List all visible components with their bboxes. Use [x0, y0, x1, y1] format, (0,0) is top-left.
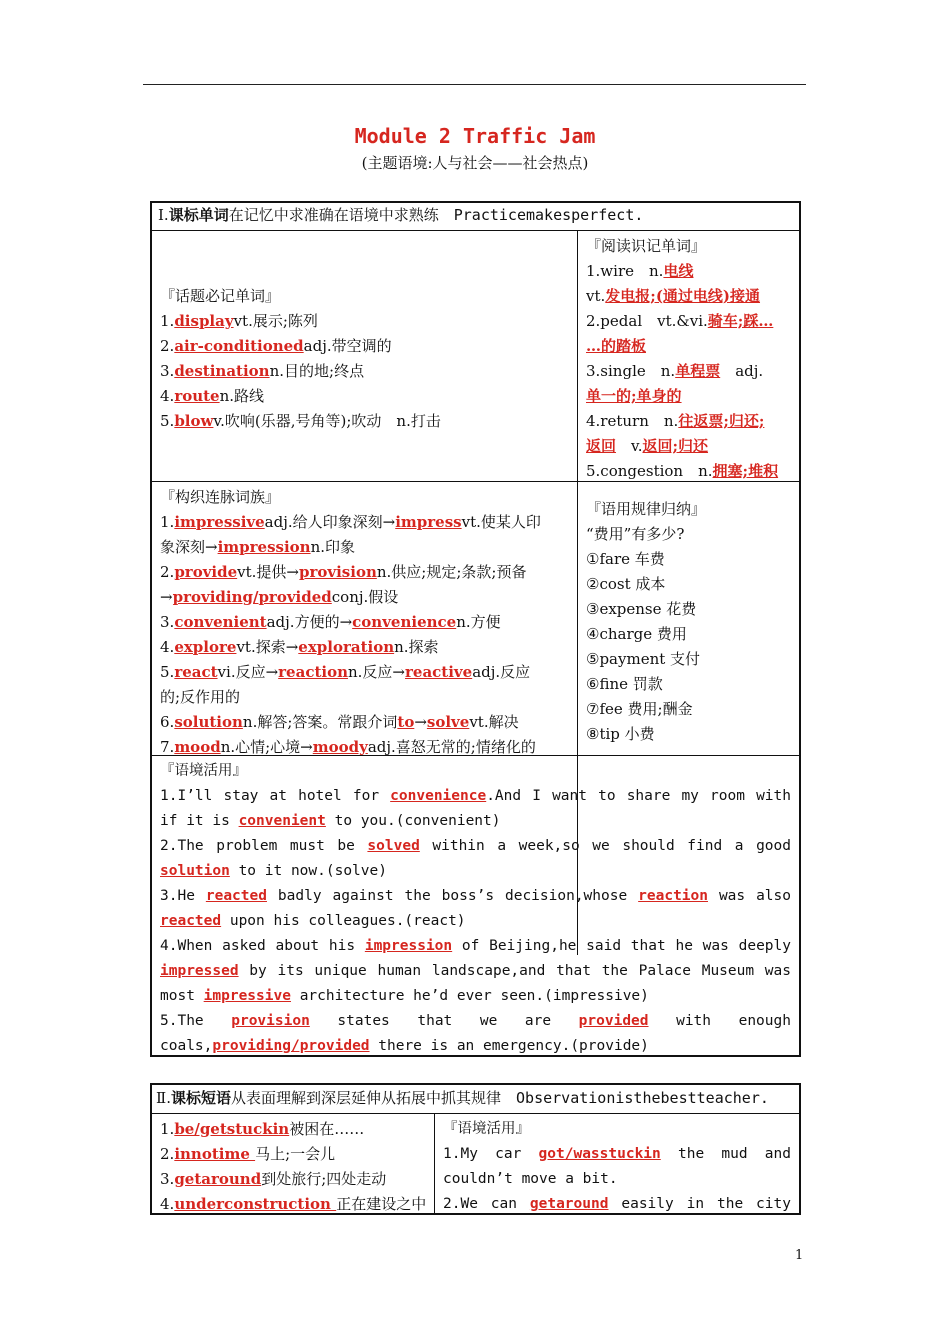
word-family-cell — [152, 481, 577, 755]
must-words-cell — [152, 280, 577, 480]
answer-text: convenience — [352, 613, 457, 631]
text-span: vt.提供→ — [237, 563, 299, 581]
text-span: upon his colleagues.(react) — [221, 913, 466, 929]
text-span: to you.(convenient) — [325, 813, 501, 829]
text-span: n.解答;答案。常跟介词 — [242, 713, 398, 731]
text-span: adj.反应 — [472, 663, 531, 681]
item-number: 5. — [160, 412, 175, 430]
answer-text: 发电报;(通过电线)接通 — [605, 287, 761, 305]
header-rule — [143, 84, 806, 85]
text-span: with enough — [648, 1013, 791, 1029]
answer-text: impressed — [160, 963, 239, 979]
answer-text: reacted — [205, 888, 267, 904]
context-line — [160, 959, 791, 984]
word-family-line — [160, 535, 569, 560]
answer-text: provision — [231, 1013, 310, 1029]
text-span: → — [160, 588, 173, 606]
part-of-speech: n. — [269, 362, 285, 380]
answer-phrase: innotime — [174, 1145, 256, 1163]
text-span: vt.使某人印 — [461, 513, 541, 531]
phrase-meaning: 正在建设之中 — [336, 1195, 426, 1213]
text-span: n.供应;规定;条款;预备 — [376, 563, 527, 581]
item-number: 2. — [160, 1145, 175, 1163]
answer-word: display — [174, 312, 234, 330]
text-span: 1.I’ll stay at hotel for — [160, 788, 391, 804]
text-span: 5. — [160, 663, 175, 681]
answer-text: got/wasstuckin — [538, 1146, 661, 1162]
read-word-line — [586, 259, 791, 284]
context-line — [160, 934, 791, 959]
word-meaning: 带空调的 — [331, 337, 392, 355]
text-span: vt.解决 — [469, 713, 519, 731]
answer-text: provision — [299, 563, 377, 581]
text-span: vt. — [586, 287, 606, 305]
answer-text: impression — [217, 538, 311, 556]
text-span: 2.We can — [443, 1196, 530, 1212]
answer-text: to — [397, 713, 415, 731]
read-word-line — [586, 384, 791, 409]
item-number: 1. — [160, 1120, 175, 1138]
part-of-speech: adj. — [303, 337, 332, 355]
read-word-line — [586, 359, 791, 384]
answer-text: provided — [578, 1013, 649, 1029]
answer-text: reaction — [638, 888, 708, 904]
fee-item: ②cost 成本 — [586, 575, 666, 593]
word-item — [160, 409, 569, 434]
answer-text: 单程票 — [675, 362, 721, 380]
fee-item: ⑧tip 小费 — [586, 725, 655, 743]
text-span: if it is — [160, 813, 239, 829]
text-span: 5.congestion n. — [586, 462, 713, 480]
context-line — [160, 984, 791, 1009]
phrase-item — [160, 1142, 426, 1167]
text-span: 3. — [160, 613, 175, 631]
section1-table — [150, 201, 801, 1057]
word-family-line — [160, 585, 569, 610]
text-span: coals, — [160, 1038, 213, 1054]
text-span: 6. — [160, 713, 175, 731]
answer-text: mood — [174, 738, 221, 756]
text-span: conj.假设 — [331, 588, 399, 606]
answer-text: impressive — [203, 988, 291, 1004]
answer-text: impressive — [174, 513, 265, 531]
usage-rules-question: “费用”有多少? — [586, 525, 685, 543]
answer-text: providing/provided — [212, 1038, 370, 1054]
read-word-line — [586, 309, 791, 334]
text-span: was also — [708, 888, 791, 904]
context-line — [160, 909, 791, 934]
phrase-item — [160, 1192, 426, 1217]
text-span: 的;反作用的 — [160, 688, 241, 706]
text-span: by its unique human landscape,and that the Palace Museum was — [249, 963, 791, 979]
context-line — [160, 1034, 791, 1059]
answer-word: air-conditioned — [174, 337, 304, 355]
text-span: 1.wire n. — [586, 262, 664, 280]
context-title: 『语境活用』 — [443, 1121, 530, 1137]
text-span: 3.single n. — [586, 362, 676, 380]
answer-text: convenient — [238, 813, 326, 829]
word-item — [160, 309, 569, 334]
answer-text: solve — [426, 713, 470, 731]
answer-text: 电线 — [663, 262, 694, 280]
item-number: 3. — [160, 362, 175, 380]
text-span: 2. — [160, 563, 175, 581]
page-title: Module 2 Traffic Jam — [354, 124, 596, 148]
text-span: architecture he’d ever seen.(impressive) — [290, 988, 649, 1004]
text-span: → — [414, 713, 427, 731]
context-line — [160, 859, 791, 884]
text-span: 7. — [160, 738, 175, 756]
text-span: .And I want to share my room with — [486, 788, 791, 804]
phrase-meaning: 马上;一会儿 — [255, 1145, 336, 1163]
section2-table — [150, 1083, 801, 1215]
answer-phrase: getaround — [174, 1170, 262, 1188]
usage-rules-title: 『语用规律归纳』 — [586, 500, 707, 518]
word-family-line — [160, 710, 569, 735]
section1-heading: Ⅰ.课标单词在记忆中求准确在语境中求熟练 Practicemakesperfect. — [158, 206, 644, 224]
word-family-line — [160, 560, 569, 585]
read-word-line — [586, 334, 791, 359]
fee-item: ⑦fee 费用;酬金 — [586, 700, 693, 718]
answer-text: convenient — [174, 613, 267, 631]
word-meaning: 路线 — [234, 387, 265, 405]
word-family-line — [160, 610, 569, 635]
text-span: 4.return n. — [586, 412, 679, 430]
text-span: most — [160, 988, 204, 1004]
answer-word: blow — [174, 412, 214, 430]
section2-heading: Ⅱ.课标短语从表面理解到深层延伸从拓展中抓其规律 Observationisthebestteacher. — [156, 1089, 769, 1107]
read-words-cell — [578, 230, 799, 481]
answer-text: 骑车;踩… — [707, 312, 774, 330]
answer-text: exploration — [298, 638, 395, 656]
text-span: 4. — [160, 638, 175, 656]
item-number: 1. — [160, 312, 175, 330]
page-subtitle: (主题语境:人与社会——社会热点) — [361, 154, 589, 172]
item-number: 2. — [160, 337, 175, 355]
answer-text: solution — [174, 713, 243, 731]
text-span: 象深刻→ — [160, 538, 218, 556]
text-span: v. — [616, 437, 643, 455]
context-line — [443, 1192, 791, 1217]
answer-text: solution — [160, 863, 230, 879]
answer-text: reacted — [160, 913, 222, 929]
context-line — [443, 1142, 791, 1167]
text-span: 4.When asked about his — [160, 938, 365, 954]
text-span: adj. — [720, 362, 764, 380]
text-span: 2.The problem must be — [160, 838, 368, 854]
context-usage-cell — [152, 755, 799, 1055]
context-line — [160, 1009, 791, 1034]
text-span: vi.反应→ — [217, 663, 279, 681]
answer-text: 拥塞;堆积 — [712, 462, 779, 480]
text-span: vt.探索→ — [236, 638, 299, 656]
text-span: 5.The — [160, 1013, 232, 1029]
phrase-item — [160, 1167, 426, 1192]
text-span: n.印象 — [310, 538, 356, 556]
part-of-speech: vt. — [233, 312, 253, 330]
text-span: 3.He — [160, 888, 206, 904]
answer-text: provide — [174, 563, 238, 581]
answer-text: 往返票;归还; — [678, 412, 765, 430]
item-number: 4. — [160, 1195, 175, 1213]
text-span: states that we are — [309, 1013, 579, 1029]
text-span: the mud and — [660, 1146, 791, 1162]
word-meaning: 吹响(乐器,号角等);吹动 n.打击 — [224, 412, 441, 430]
read-word-line — [586, 284, 791, 309]
text-span: couldn’t move a bit. — [443, 1171, 618, 1187]
item-number: 3. — [160, 1170, 175, 1188]
context-line — [160, 884, 791, 909]
word-family-title: 『构织连脉词族』 — [160, 488, 281, 506]
context-line — [443, 1167, 791, 1192]
answer-text: reactive — [405, 663, 473, 681]
context-line — [160, 834, 791, 859]
word-family-line — [160, 510, 569, 535]
fee-item: ⑤payment 支付 — [586, 650, 701, 668]
answer-text: explore — [174, 638, 237, 656]
text-span: within a week,so we should find a good — [419, 838, 791, 854]
fee-item: ①fare 车费 — [586, 550, 665, 568]
read-word-line — [586, 459, 791, 484]
text-span: badly against the boss’s decision,whose — [266, 888, 639, 904]
answer-word: route — [174, 387, 220, 405]
answer-text: providing/provided — [172, 588, 332, 606]
read-words-title: 『阅读识记单词』 — [586, 237, 707, 255]
context-line — [160, 784, 791, 809]
answer-text: 单一的;单身的 — [586, 387, 682, 405]
text-span: 1.My car — [443, 1146, 539, 1162]
text-span: adj.喜怒无常的;情绪化的 — [367, 738, 536, 756]
answer-text: getaround — [529, 1196, 609, 1212]
text-span: to it now.(solve) — [229, 863, 387, 879]
answer-text: react — [174, 663, 218, 681]
fee-item: ⑥fine 罚款 — [586, 675, 663, 693]
phrases-cell — [152, 1113, 434, 1213]
usage-rules-cell — [578, 493, 799, 755]
answer-text: convenience — [390, 788, 487, 804]
read-word-line — [586, 434, 791, 459]
text-span: of Beijing,he said that he was deeply — [452, 938, 791, 954]
part-of-speech: n. — [219, 387, 235, 405]
text-span: 1. — [160, 513, 175, 531]
context-title: 『语境活用』 — [160, 763, 247, 779]
text-span: adj.方便的→ — [266, 613, 353, 631]
word-meaning: 目的地;终点 — [284, 362, 365, 380]
answer-text: reaction — [278, 663, 348, 681]
word-item — [160, 334, 569, 359]
text-span: adj.给人印象深刻→ — [264, 513, 396, 531]
phrase-meaning: 被困在…… — [289, 1120, 365, 1138]
answer-text: 返回 — [586, 437, 617, 455]
phrase-context-cell — [435, 1113, 799, 1213]
answer-text: impression — [364, 938, 453, 954]
answer-phrase: be/getstuckin — [174, 1120, 290, 1138]
word-family-line — [160, 635, 569, 660]
part-of-speech: v. — [213, 412, 225, 430]
word-family-line — [160, 660, 569, 685]
answer-text: …的踏板 — [586, 337, 647, 355]
answer-text: solved — [367, 838, 420, 854]
page-number: 1 — [795, 1248, 804, 1263]
answer-text: moody — [312, 738, 368, 756]
text-span: n.心情;心境→ — [220, 738, 313, 756]
answer-text: impress — [395, 513, 462, 531]
fee-item: ③expense 花费 — [586, 600, 697, 618]
text-span: n.反应→ — [348, 663, 405, 681]
word-item — [160, 384, 569, 409]
text-span: n.探索 — [394, 638, 439, 656]
word-family-line — [160, 685, 569, 710]
fee-item: ④charge 费用 — [586, 625, 687, 643]
item-number: 4. — [160, 387, 175, 405]
phrase-meaning: 到处旅行;四处走动 — [261, 1170, 387, 1188]
text-span: n.方便 — [456, 613, 501, 631]
must-words-title: 『话题必记单词』 — [160, 287, 281, 305]
word-item — [160, 359, 569, 384]
word-meaning: 展示;陈列 — [252, 312, 318, 330]
text-span: there is an emergency.(provide) — [369, 1038, 649, 1054]
text-span: easily in the city — [621, 1196, 791, 1212]
read-word-line — [586, 409, 791, 434]
text-span: 2.pedal vt.&vi. — [586, 312, 708, 330]
answer-word: destination — [174, 362, 270, 380]
answer-phrase: underconstruction — [174, 1195, 337, 1213]
context-line — [160, 809, 791, 834]
phrase-item — [160, 1117, 426, 1142]
answer-text: 返回;归还 — [642, 437, 709, 455]
